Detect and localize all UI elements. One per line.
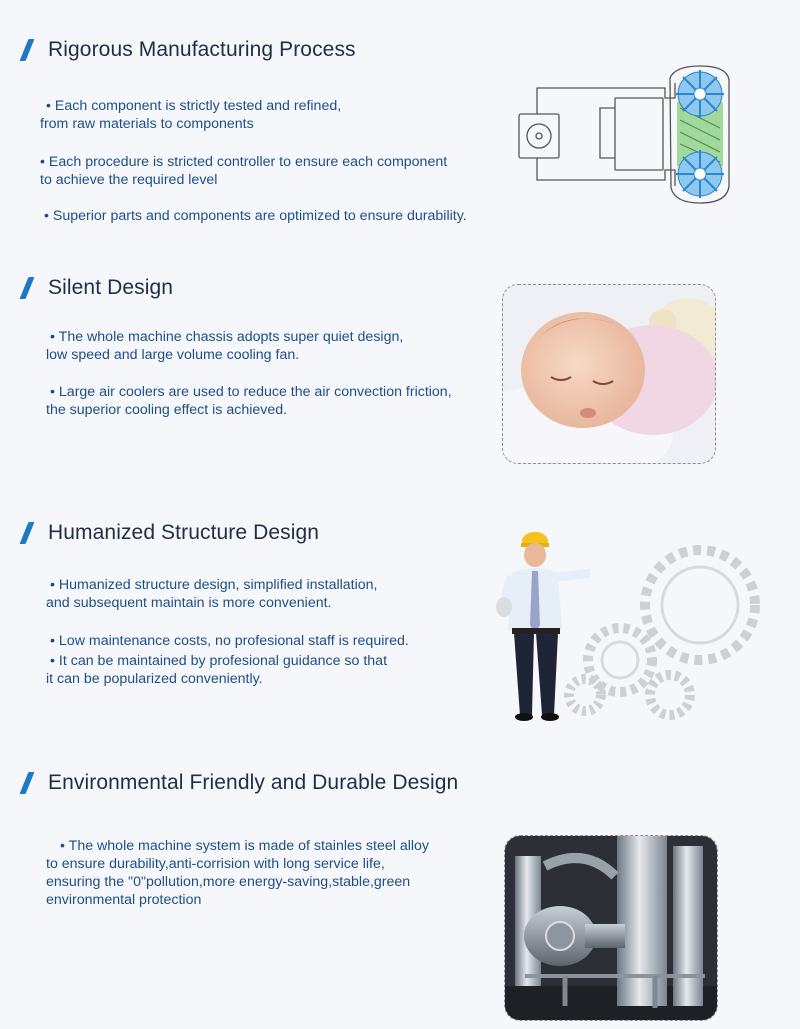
text-line: and subsequent maintain is more convenient. bbox=[46, 595, 332, 611]
section-heading bbox=[24, 38, 356, 62]
section-title: Rigorous Manufacturing Process bbox=[48, 38, 356, 61]
section-silent bbox=[0, 260, 800, 480]
section-heading bbox=[24, 521, 319, 545]
slash-icon bbox=[20, 772, 35, 794]
sleeping-baby-photo bbox=[502, 284, 716, 464]
slash-icon bbox=[20, 39, 35, 61]
text-line: • Each procedure is stricted controller to ensure each component bbox=[40, 154, 448, 170]
text-line: • The whole machine system is made of stainles steel alloy bbox=[60, 838, 430, 854]
section-manufacturing bbox=[0, 0, 800, 240]
paragraph bbox=[46, 328, 403, 364]
paragraph bbox=[46, 383, 452, 419]
text-line: the superior cooling effect is achieved. bbox=[46, 402, 288, 418]
text-line: it can be popularized conveniently. bbox=[46, 671, 263, 687]
text-line: low speed and large volume cooling fan. bbox=[46, 347, 300, 363]
text-line: to achieve the required level bbox=[40, 172, 218, 188]
paragraph bbox=[40, 97, 341, 133]
section-title: Silent Design bbox=[48, 276, 174, 299]
text-line: • It can be maintained by profesional guidance so that bbox=[50, 653, 388, 669]
section-title: Environmental Friendly and Durable Design bbox=[48, 771, 459, 794]
section-humanized bbox=[0, 505, 800, 745]
text-line: from raw materials to components bbox=[40, 116, 254, 132]
stainless-machinery-photo bbox=[504, 835, 718, 1021]
paragraph bbox=[44, 207, 467, 225]
section-heading bbox=[24, 276, 173, 300]
text-line: • Low maintenance costs, no profesional staff is required. bbox=[50, 633, 409, 649]
text-line: to ensure durability,anti-corrision with long service life, bbox=[46, 856, 385, 872]
slash-icon bbox=[20, 277, 35, 299]
text-line: ensuring the "0"pollution,more energy-saving,stable,green bbox=[46, 874, 411, 890]
slash-icon bbox=[20, 522, 35, 544]
text-line: environmental protection bbox=[46, 892, 202, 908]
paragraph bbox=[46, 576, 378, 612]
section-title: Humanized Structure Design bbox=[48, 521, 320, 544]
section-environmental bbox=[0, 755, 800, 1029]
text-line: • The whole machine chassis adopts super quiet design, bbox=[50, 329, 404, 345]
text-line: • Humanized structure design, simplified installation, bbox=[50, 577, 378, 593]
paragraph bbox=[46, 837, 429, 909]
engineer-with-gears bbox=[490, 525, 790, 735]
engineer-gears-image bbox=[490, 525, 790, 735]
machinery-image bbox=[505, 836, 717, 1020]
rotor-diagram-icon bbox=[515, 58, 755, 208]
paragraph bbox=[50, 632, 409, 650]
paragraph bbox=[46, 652, 387, 688]
section-heading bbox=[24, 771, 458, 795]
text-line: • Large air coolers are used to reduce the air convection friction, bbox=[50, 384, 452, 400]
baby-image bbox=[503, 285, 715, 463]
compressor-diagram bbox=[515, 58, 755, 208]
paragraph bbox=[40, 153, 447, 189]
text-line: • Each component is strictly tested and refined, bbox=[46, 98, 342, 114]
text-line: • Superior parts and components are optimized to ensure durability. bbox=[44, 208, 467, 224]
